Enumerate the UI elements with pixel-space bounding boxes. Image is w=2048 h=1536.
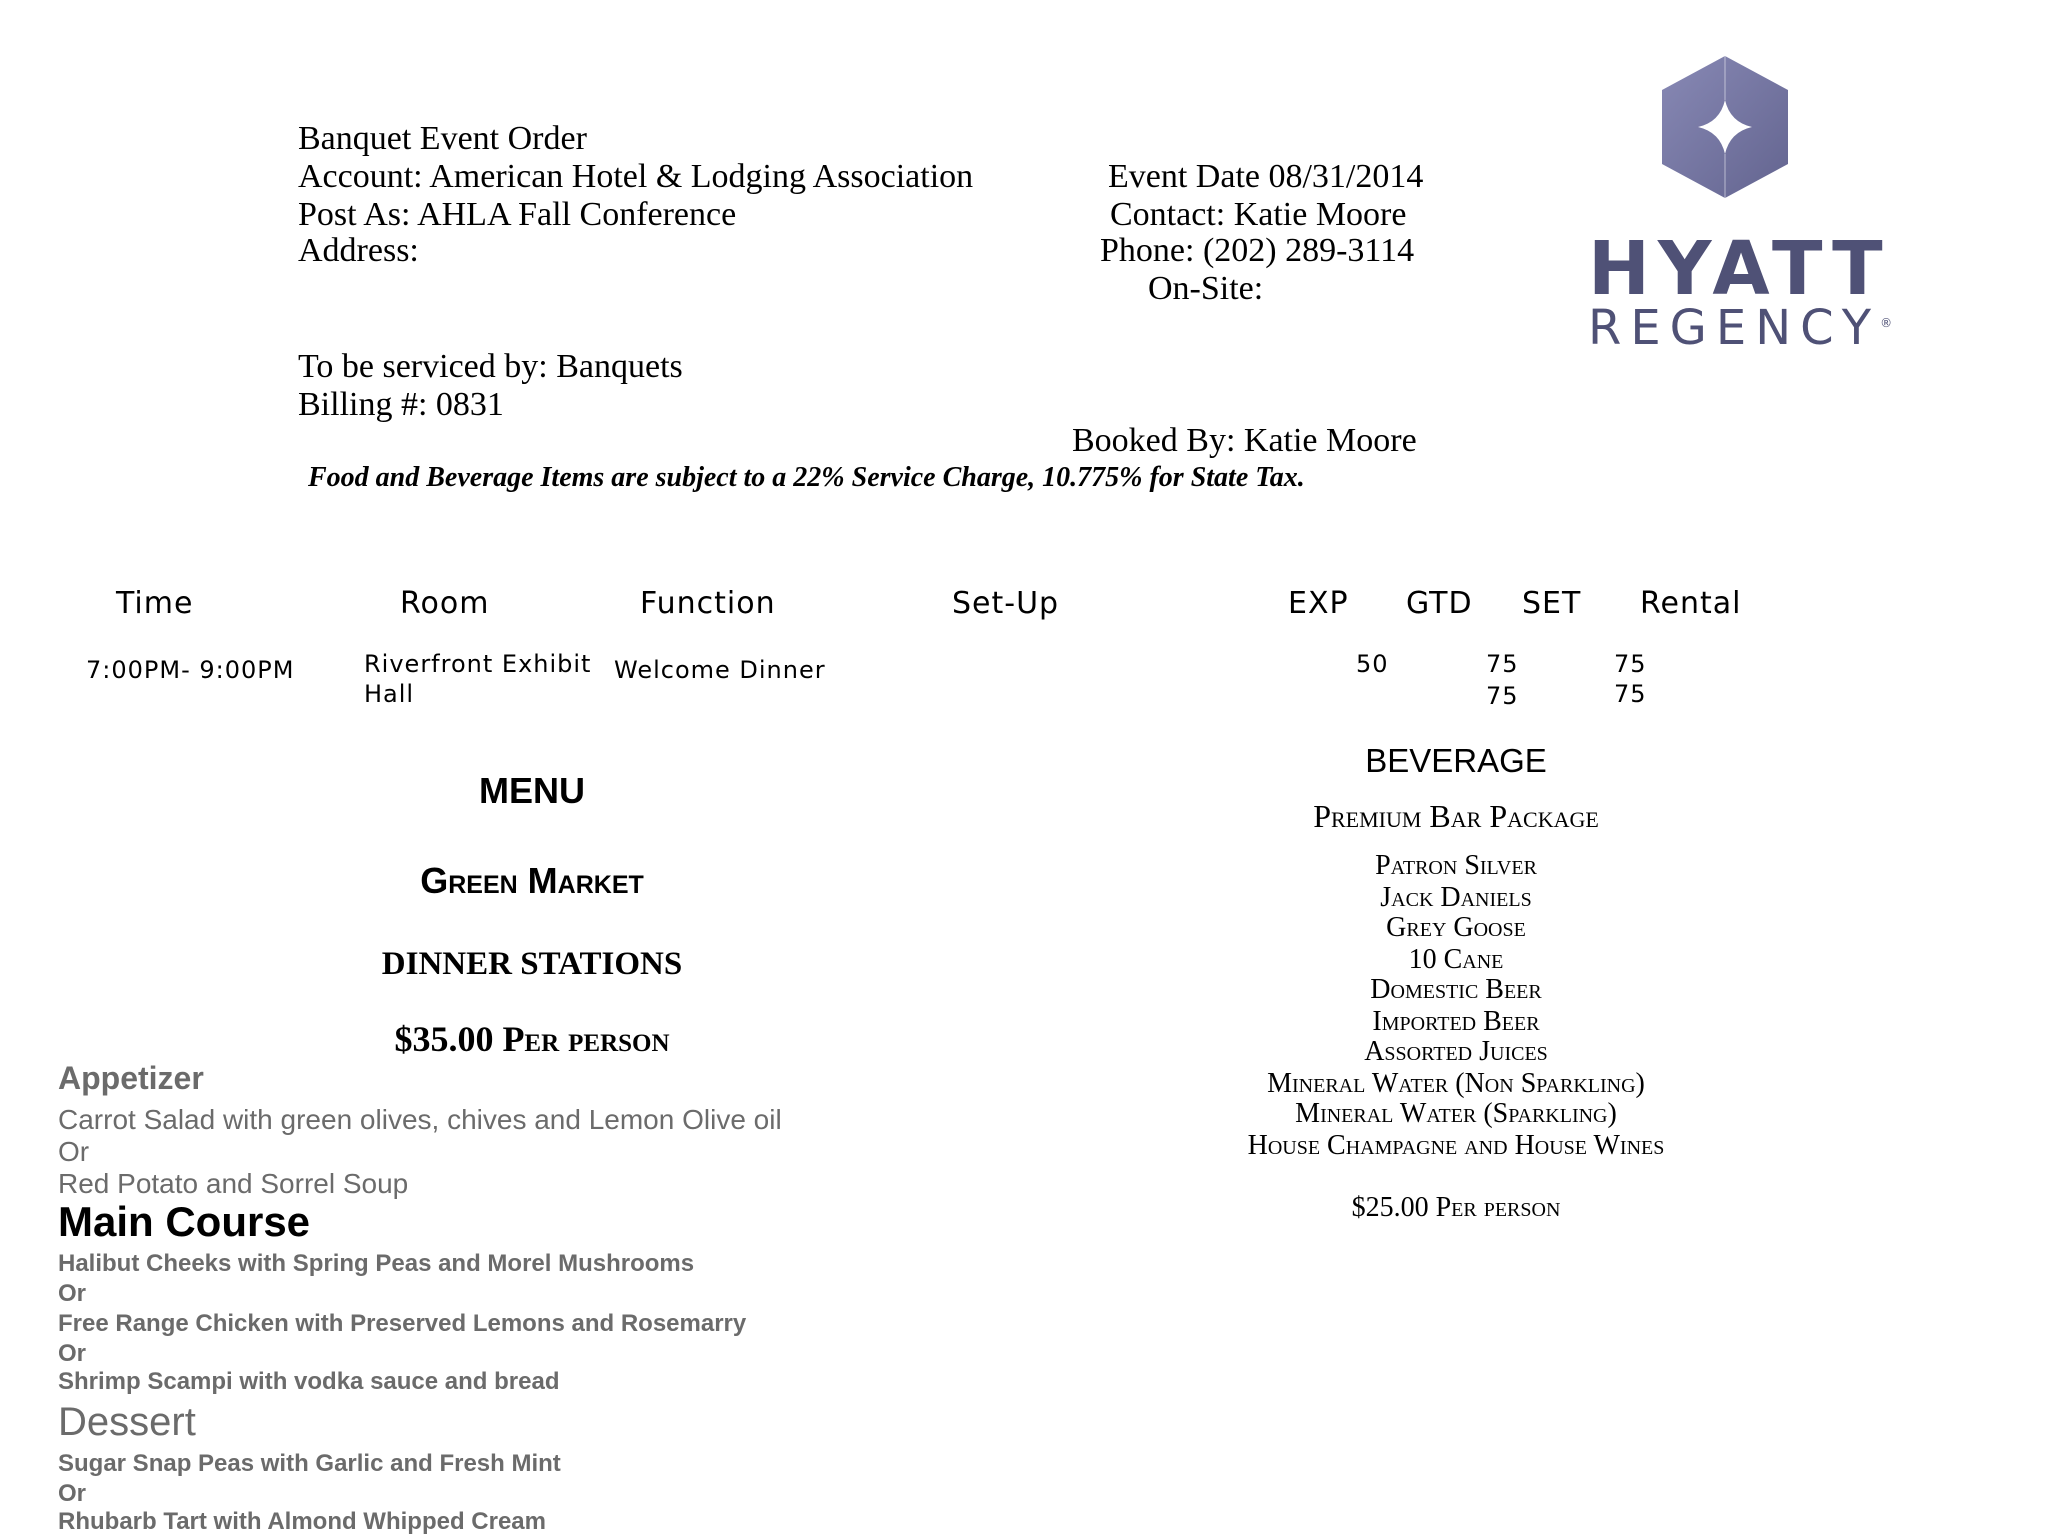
menu-price: $35.00 Per person: [394, 1019, 670, 1059]
beverage-item: Imported Beer: [1372, 1006, 1540, 1037]
dessert-item: Sugar Snap Peas with Garlic and Fresh Mint: [58, 1450, 561, 1477]
main-course-item: Free Range Chicken with Preserved Lemons and Rosemarry: [58, 1310, 747, 1337]
col-header-set: SET: [1522, 586, 1582, 621]
booked-by-line: Booked By: Katie Moore: [1072, 422, 1417, 459]
bar-package-title: Premium Bar Package: [1313, 798, 1599, 834]
menu-title: MENU: [479, 770, 585, 811]
row-function: Welcome Dinner: [614, 656, 826, 684]
col-header-time: Time: [116, 586, 194, 621]
dessert-or: Or: [58, 1480, 87, 1507]
appetizer-item: Red Potato and Sorrel Soup: [58, 1168, 409, 1199]
col-header-gtd: GTD: [1406, 586, 1473, 621]
col-header-exp: EXP: [1288, 586, 1349, 621]
row-set-2: 75: [1614, 680, 1647, 708]
col-header-room: Room: [400, 586, 490, 621]
row-gtd-1: 75: [1486, 650, 1519, 678]
main-course-item: Halibut Cheeks with Spring Peas and Morel Mushrooms: [58, 1250, 695, 1277]
post-as-line: Post As: AHLA Fall Conference: [298, 196, 737, 233]
logo-wordmark-regency: REGENCY®: [1588, 300, 1893, 356]
serviced-by-line: To be serviced by: Banquets: [298, 348, 683, 385]
phone-line: Phone: (202) 289-3114: [1100, 232, 1415, 269]
contact-line: Contact: Katie Moore: [1110, 196, 1407, 233]
event-date: Event Date 08/31/2014: [1108, 158, 1424, 195]
billing-line: Billing #: 0831: [298, 386, 504, 423]
beverage-item: Mineral Water (Sparkling): [1295, 1098, 1617, 1129]
row-room-line1: Riverfront Exhibit: [364, 650, 592, 678]
col-header-rental: Rental: [1640, 586, 1742, 621]
main-course-heading: Main Course: [58, 1198, 311, 1245]
account-line: Account: American Hotel & Lodging Association: [298, 158, 974, 195]
dessert-item: Rhubarb Tart with Almond Whipped Cream: [58, 1508, 546, 1535]
appetizer-or: Or: [58, 1136, 90, 1167]
menu-subtitle: Green Market: [420, 860, 644, 901]
row-room-line2: Hall: [364, 680, 415, 708]
service-charge-note: Food and Beverage Items are subject to a 22% Service Charge, 10.775% for State Tax.: [308, 462, 1305, 493]
dessert-heading: Dessert: [58, 1400, 196, 1444]
row-time: 7:00PM- 9:00PM: [86, 656, 295, 684]
document-title: Banquet Event Order: [298, 120, 587, 157]
beverage-item: Assorted Juices: [1364, 1036, 1548, 1067]
main-course-or: Or: [58, 1280, 87, 1307]
col-header-function: Function: [640, 586, 776, 621]
beverage-item: 10 Cane: [1408, 944, 1504, 975]
logo: [1650, 52, 1800, 202]
on-site-line: On-Site:: [1148, 270, 1264, 307]
col-header-setup: Set-Up: [952, 586, 1060, 621]
row-gtd-2: 75: [1486, 682, 1519, 710]
hyatt-star-icon: [1650, 52, 1800, 202]
beverage-title: BEVERAGE: [1365, 742, 1547, 779]
beverage-price: $25.00 Per person: [1351, 1192, 1561, 1223]
dinner-stations-title: DINNER STATIONS: [381, 946, 683, 982]
row-exp: 50: [1356, 650, 1389, 678]
logo-wordmark-hyatt: HYATT: [1588, 226, 1891, 312]
beverage-item: Patron Silver: [1375, 850, 1537, 881]
address-line: Address:: [298, 232, 419, 269]
beverage-item: House Champagne and House Wines: [1247, 1130, 1665, 1161]
beverage-item: Jack Daniels: [1380, 882, 1532, 913]
main-course-or: Or: [58, 1340, 87, 1367]
row-set-1: 75: [1614, 650, 1647, 678]
main-course-item: Shrimp Scampi with vodka sauce and bread: [58, 1368, 560, 1395]
beverage-item: Domestic Beer: [1370, 974, 1542, 1005]
beverage-item: Mineral Water (Non Sparkling): [1267, 1068, 1645, 1099]
beverage-item: Grey Goose: [1386, 912, 1526, 943]
appetizer-heading: Appetizer: [58, 1060, 204, 1096]
appetizer-item: Carrot Salad with green olives, chives and Lemon Olive oil: [58, 1104, 782, 1135]
